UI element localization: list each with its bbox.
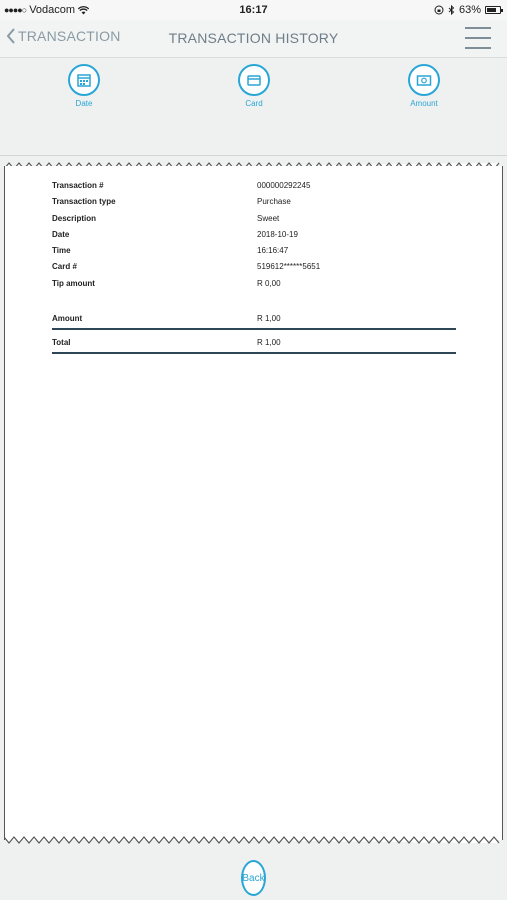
- menu-line-icon: [465, 37, 491, 39]
- receipt-row-card-number: [52, 260, 456, 276]
- row-value: Purchase: [257, 197, 291, 207]
- menu-line-icon: [465, 47, 491, 49]
- row-value: R 0,00: [257, 278, 281, 288]
- receipt-row-transaction-number: [52, 179, 456, 195]
- battery-icon: [485, 6, 501, 14]
- menu-line-icon: [465, 27, 491, 29]
- row-label: Transaction type: [52, 197, 116, 207]
- receipt-row-description: [52, 212, 456, 228]
- total-label: Total: [52, 338, 71, 347]
- row-label: Description: [52, 213, 97, 223]
- row-label: Tip amount: [52, 278, 95, 288]
- receipt-row-date: [52, 228, 456, 244]
- filter-bar: [0, 58, 507, 156]
- amount-value: R 1,00: [257, 314, 281, 323]
- bluetooth-icon: [448, 5, 455, 15]
- status-bar: [0, 0, 507, 20]
- amount-label: Amount: [52, 314, 83, 323]
- total-value: R 1,00: [257, 338, 281, 347]
- row-value: 000000292245: [257, 181, 311, 190]
- status-time: 16:17: [239, 4, 268, 16]
- row-value: 16:16:47: [257, 246, 289, 256]
- card-icon: [238, 64, 270, 96]
- row-label: Date: [52, 229, 70, 239]
- filter-date-button[interactable]: [54, 64, 114, 108]
- calendar-icon: [68, 64, 100, 96]
- money-icon: [408, 64, 440, 96]
- receipt-row-transaction-type: [52, 195, 456, 211]
- battery-percent: 63%: [458, 4, 481, 16]
- filter-card-button[interactable]: [224, 64, 284, 108]
- row-value: 519612******5651: [257, 262, 321, 272]
- carrier-name: Vodacom: [29, 4, 76, 16]
- navigation-bar: [0, 20, 507, 58]
- row-label: Time: [52, 246, 71, 256]
- receipt-total-row: [52, 336, 456, 352]
- amount-divider: [52, 328, 456, 330]
- receipt-bottom-edge: [4, 836, 503, 844]
- bottom-bar: [0, 848, 507, 900]
- filter-card-label: Card: [245, 99, 263, 108]
- receipt-details: [52, 179, 456, 293]
- page-title: TRANSACTION HISTORY: [168, 30, 339, 46]
- filter-amount-button[interactable]: [394, 64, 454, 108]
- receipt-row-tip-amount: [52, 277, 456, 293]
- receipt-amount-row: [52, 312, 456, 328]
- filter-date-label: Date: [75, 99, 93, 108]
- filter-amount-label: Amount: [410, 99, 438, 108]
- orientation-lock-icon: [434, 5, 444, 15]
- battery-level: [487, 8, 496, 12]
- receipt: [4, 166, 503, 840]
- row-value: Sweet: [257, 213, 280, 223]
- row-label: Transaction #: [52, 181, 104, 190]
- back-button[interactable]: Back: [241, 860, 266, 896]
- signal-strength-icon: ●●●●○: [4, 5, 27, 15]
- row-value: 2018-10-19: [257, 229, 298, 239]
- status-right: [434, 4, 501, 16]
- row-label: Card #: [52, 262, 77, 272]
- hamburger-menu-button[interactable]: [465, 24, 491, 52]
- receipt-row-time: [52, 244, 456, 260]
- back-button-label: TRANSACTION: [18, 28, 121, 44]
- total-divider: [52, 352, 456, 354]
